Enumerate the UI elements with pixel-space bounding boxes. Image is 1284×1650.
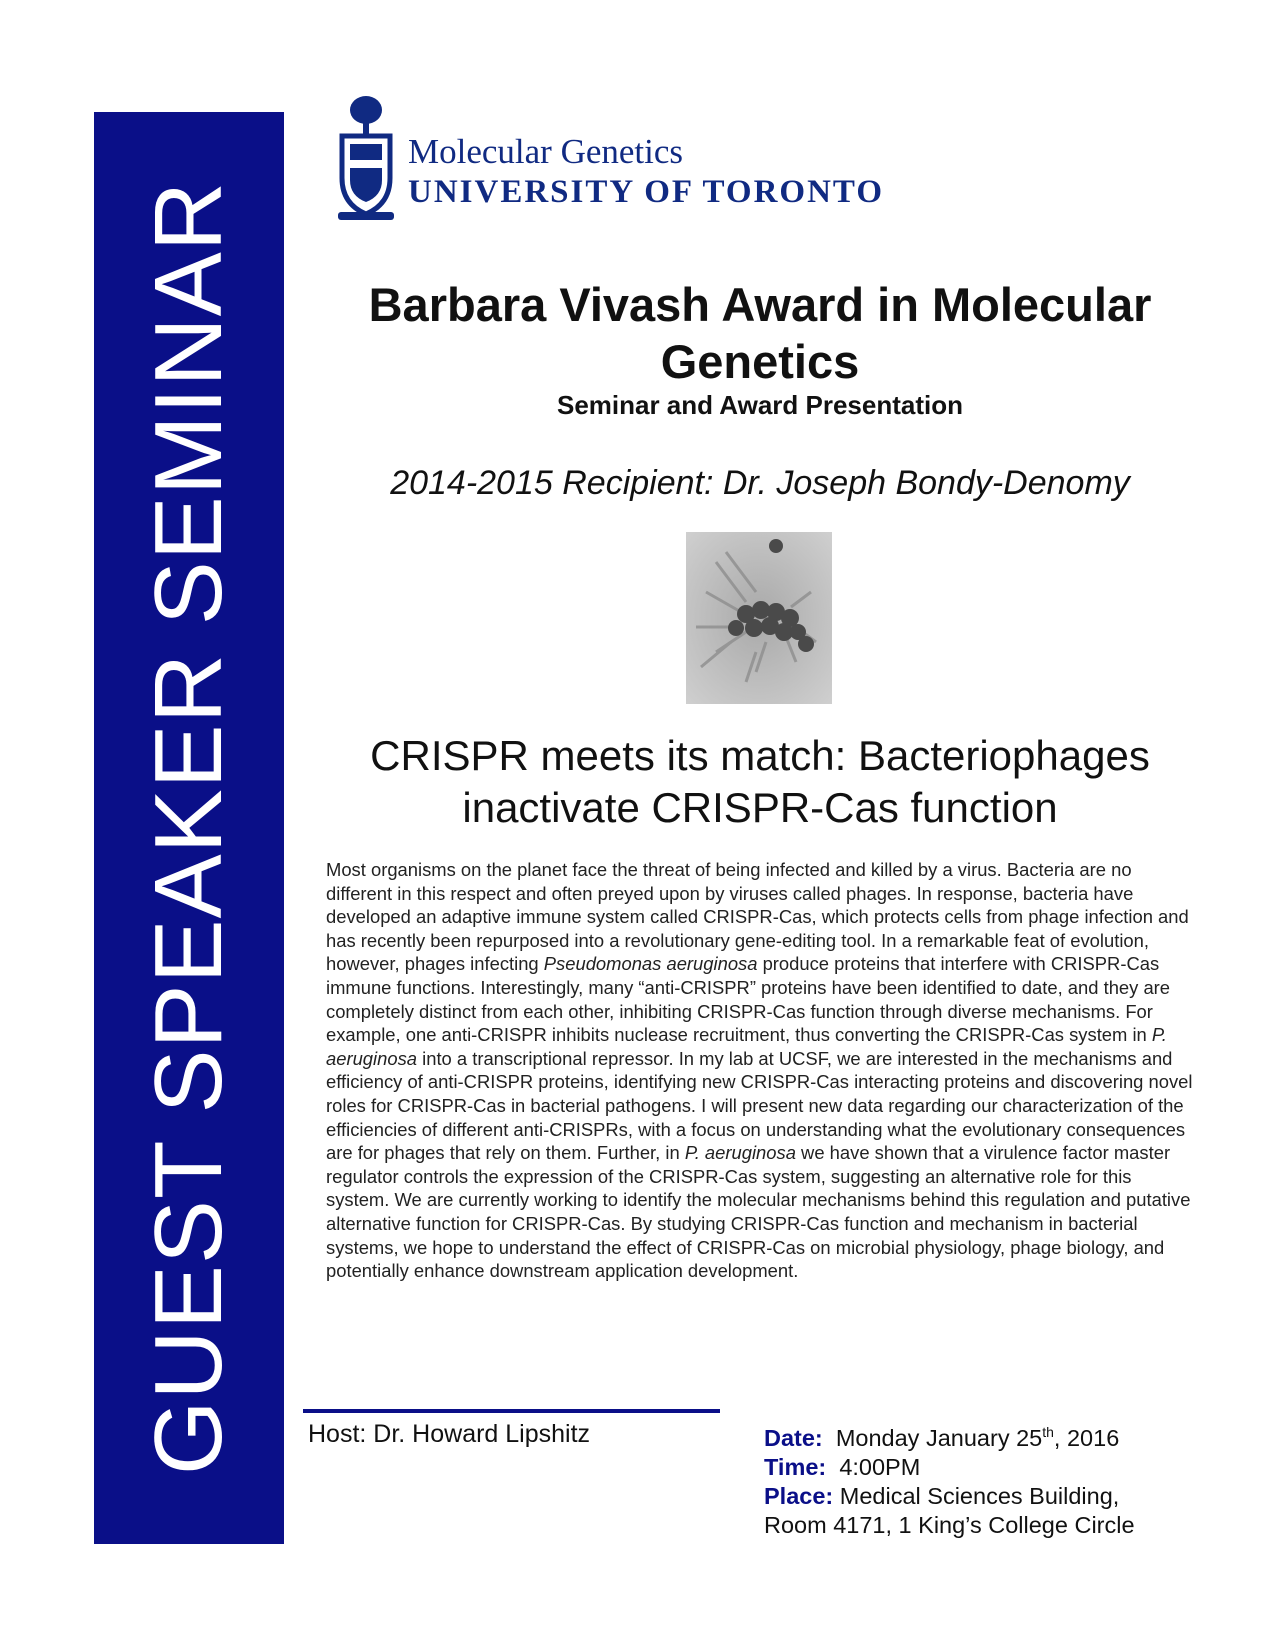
award-subtitle: Seminar and Award Presentation: [556, 390, 963, 420]
event-details: [764, 1418, 1135, 1540]
place-value: Medical Sciences Building,: [839, 1482, 1120, 1509]
host-line: Host: Dr. Howard Lipshitz: [308, 1420, 591, 1448]
divider-line: [303, 1409, 720, 1413]
talk-title: CRISPR meets its match: Bacteriophages inactivate CRISPR-Cas function: [370, 732, 1150, 831]
date-value: Monday January 25th, 2016: [835, 1424, 1120, 1451]
place-label: Place:: [764, 1482, 834, 1509]
recipient-line: 2014-2015 Recipient: Dr. Joseph Bondy-Denomy: [390, 464, 1130, 502]
university-name: UNIVERSITY OF TORONTO: [408, 174, 884, 210]
phage-micrograph-image: [686, 532, 832, 704]
time-value: 4:00PM: [839, 1453, 921, 1480]
abstract-paragraph: Most organisms on the planet face the threat of being infected and killed by a virus. Bacteria are no different in this respect and often preyed upon by viruses called phages. In response, bacteria have developed an adaptive immune system called CRISPR-Cas, which protects cells from phage infection and has recently been repurposed into a revolutionary gene-editing tool. In a remarkable feat of evolution, however, phages infecting Pseudomonas aeruginosa produce proteins that interfere with CRISPR-Cas immune functions. Interestingly, many “anti-CRISPR” proteins have been identified to date, and they are completely distinct from each other, inhibiting CRISPR-Cas function through diverse mechanisms. For example, one anti-CRISPR inhibits nuclease recruitment, thus converting the CRISPR-Cas system in P. aeruginosa into a transcriptional repressor. In my lab at UCSF, we are interested in the mechanisms and efficiency of anti-CRISPR proteins, identifying new CRISPR-Cas interacting proteins and discovering novel roles for CRISPR-Cas in bacterial pathogens. I will present new data regarding our characterization of the efficiencies of different anti-CRISPRs, with a focus on understanding what the evolutionary consequences are for phages that rely on them. Further, in P. aeruginosa we have shown that a virulence factor master regulator controls the expression of the CRISPR-Cas system, suggesting an alternative role for this system. We are currently working to identify the molecular mechanisms behind this regulation and putative alternative function for CRISPR-Cas. By studying CRISPR-Cas function and mechanism in bacterial systems, we hope to understand the effect of CRISPR-Cas on microbial physiology, phage biology, and potentially enhance downstream application development.: [326, 859, 1193, 1282]
place-row: [764, 1482, 1135, 1511]
date-label: Date:: [764, 1424, 823, 1451]
department-name: Molecular Genetics: [408, 132, 684, 171]
side-band: [94, 112, 284, 1544]
date-row: [764, 1418, 1135, 1453]
time-row: [764, 1453, 1135, 1482]
time-label: Time:: [764, 1453, 827, 1480]
university-logo: [336, 92, 936, 228]
side-band-text: GUEST SPEAKER SEMINAR: [135, 180, 242, 1476]
place-row-2: Room 4171, 1 King’s College Circle: [764, 1511, 1135, 1538]
crest-icon: [336, 92, 396, 228]
award-title: Barbara Vivash Award in Molecular Genetics: [368, 278, 1152, 388]
